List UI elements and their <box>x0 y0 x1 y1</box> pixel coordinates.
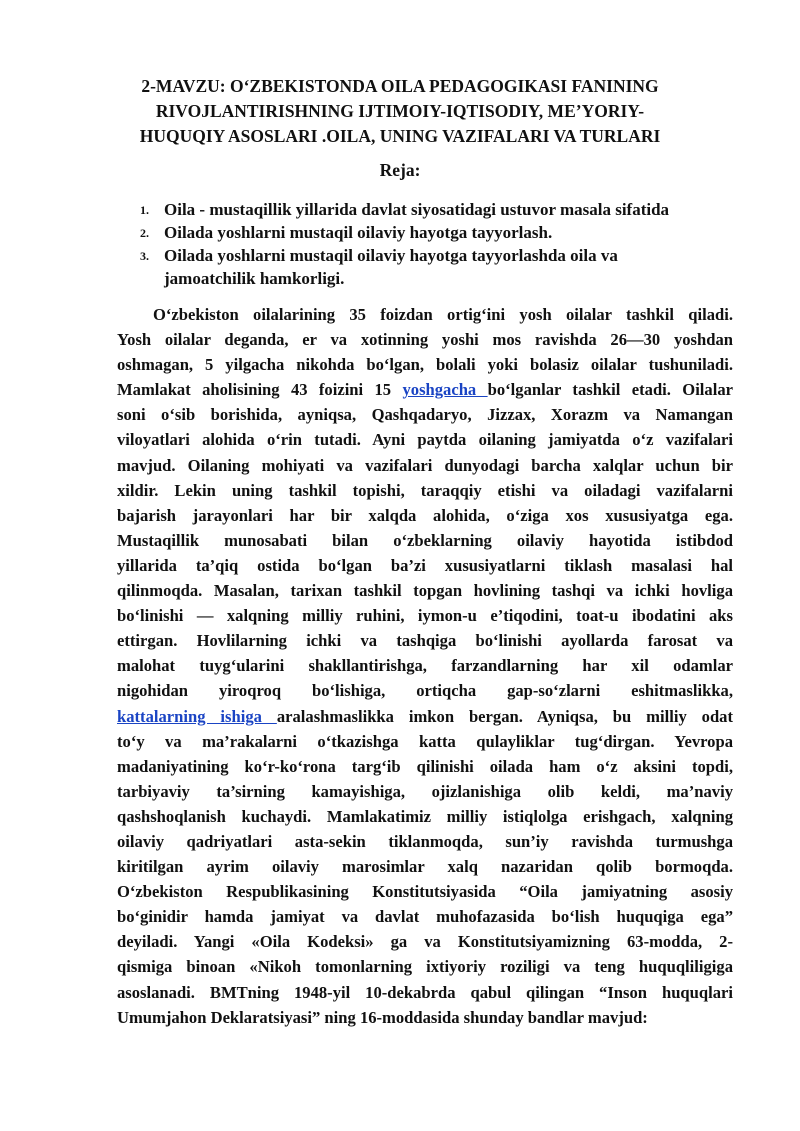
title-line-1: 2-MAVZU: O‘ZBEKISTONDA OILA PEDAGOGIKASI FANINING <box>141 76 659 96</box>
plan-list <box>136 198 756 290</box>
body-line: qismiga binoan «Nikoh tomonlarning ixtiyoriy roziligi va teng huquqliligiga <box>117 957 733 977</box>
body-line: mavjud. Oilaning mohiyati va vazifalari dunyodagi barcha xalqlar uchun bir <box>117 455 733 475</box>
body-line: yillarida ta’qiq ostida bo‘lgan ba’zi xususiyatlarni tiklash masalasi hal <box>117 555 733 575</box>
body-line-part: Mamlakat aholisining 43 foizini 15 <box>117 380 403 400</box>
body-line: soni o‘sib borishida, ayniqsa, Qashqadaryo, Jizzax, Xorazm va Namangan <box>117 405 733 425</box>
body-line: O‘zbekiston oilalarining 35 foizdan ortig‘ini yosh oilalar tashkil qiladi. <box>153 305 733 324</box>
body-line: madaniyatining ko‘r-ko‘rona targ‘ib qilinishi oilada ham o‘z aksini topdi, <box>117 756 733 776</box>
body-line: asoslanadi. BMTning 1948-yil 10-dekabrda qabul qilingan “Inson huquqlari <box>117 982 733 1002</box>
page-title <box>60 74 740 149</box>
body-line: oshmagan, 5 yilgacha nikohda bo‘lgan, bolali yoki bolasiz oilalar tushuniladi. <box>117 355 733 375</box>
body-line: tarbiyaviy ta’sirning kamayishiga, ojizlanishiga olib keldi, ma’naviy <box>117 781 733 801</box>
plan-item <box>136 221 756 244</box>
title-line-3: HUQUQIY ASOSLARI .OILA, UNING VAZIFALARI VA TURLARI <box>139 126 661 146</box>
body-line: oilaviy qadriyatlari asta-sekin tiklanmoqda, sun’iy ravishda turmushga <box>117 831 733 851</box>
plan-item-text: Oilada yoshlarni mustaqil oilaviy hayotga tayyorlashda oila va <box>164 246 618 265</box>
plan-item-text: Oila - mustaqillik yillarida davlat siyosatidagi ustuvor masala sifatida <box>164 200 670 219</box>
plan-item <box>136 198 756 221</box>
plan-item-number: 2. <box>140 226 149 240</box>
body-line: xildir. Lekin uning tashkil topishi, taraqqiy etishi va oiladagi vazifalarni <box>117 480 733 500</box>
body-line: deyiladi. Yangi «Oila Kodeksi» ga va Konstitutsiyamizning 63-modda, 2- <box>117 932 733 952</box>
plan-item-text-continuation: jamoatchilik hamkorligi. <box>164 269 345 288</box>
body-line: Mustaqillik munosabati bilan o‘zbeklarning oilaviy hayotida istibdod <box>117 530 733 550</box>
body-line-part: bo‘lganlar tashkil etadi. Oilalar <box>487 380 733 400</box>
body-line: nigohidan yiroqroq bo‘lishiga, ortiqcha gap-so‘zlarni eshitmaslikka, <box>117 681 733 701</box>
body-line <box>117 704 733 729</box>
plan-item-number: 3. <box>140 249 149 263</box>
yoshgacha-link[interactable]: yoshgacha <box>402 380 488 400</box>
body-line: viloyatlari alohida o‘rin tutadi. Ayni paytda oilaning jamiyatda o‘z vazifalari <box>117 430 733 450</box>
kattalarning-ishiga-link[interactable]: kattalarning ishiga <box>117 706 277 726</box>
body-line <box>117 377 733 402</box>
body-line: bo‘linishi — xalqning milliy ruhini, iymon-u e’tiqodini, toat-u ibodatini aks <box>117 606 733 626</box>
body-line: O‘zbekiston Respublikasining Konstitutsiyasida “Oila jamiyatning asosiy <box>117 882 733 902</box>
title-line-2: RIVOJLANTIRISHNING IJTIMOIY-IQTISODIY, ME’YORIY- <box>155 101 645 121</box>
body-line: bo‘ginidir hamda jamiyat va davlat muhofazasida bo‘lish huquqiga ega” <box>117 907 733 927</box>
body-line-part: aralashmaslikka imkon bergan. Ayniqsa, bu milliy odat <box>276 706 733 726</box>
body-line: to‘y va ma’rakalarni o‘tkazishga katta qulayliklar tug‘dirgan. Yevropa <box>117 731 733 751</box>
body-line: Yosh oilalar deganda, er va xotinning yoshi mos ravishda 26—30 yoshdan <box>117 330 733 350</box>
plan-item <box>136 244 756 290</box>
body-paragraph <box>117 302 733 1030</box>
plan-item-text: Oilada yoshlarni mustaqil oilaviy hayotga tayyorlash. <box>164 223 553 242</box>
plan-item-number: 1. <box>140 203 149 217</box>
body-line: ettirgan. Hovlilarning ichki va tashqiga bo‘linishi ayollarda farosat va <box>117 631 733 651</box>
plan-heading: Reja: <box>379 160 421 180</box>
body-line: malohat tuyg‘ularini shakllantirishga, farzandlarning har xil odamlar <box>117 656 733 676</box>
body-line: kiritilgan ayrim oilaviy marosimlar xalq nazaridan qolib bormoqda. <box>117 857 733 877</box>
body-line: qashshoqlanish kuchaydi. Mamlakatimiz milliy istiqlolga erishgach, xalqning <box>117 806 733 826</box>
body-line: bajarish jarayonlari har bir xalqda alohida, o‘ziga xos xususiyatga ega. <box>117 505 733 525</box>
body-line: Umumjahon Deklaratsiyasi” ning 16-moddasida shunday bandlar mavjud: <box>117 1007 648 1027</box>
body-line: qilinmoqda. Masalan, tarixan tashkil topgan hovlining tashqi va ichki hovliga <box>117 581 733 601</box>
